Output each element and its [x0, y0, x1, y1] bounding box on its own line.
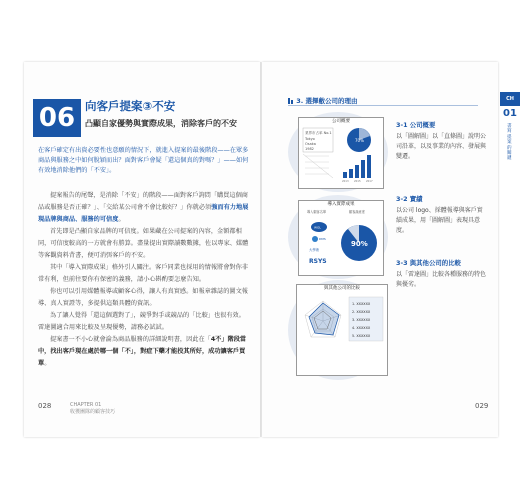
- bar: [343, 172, 347, 178]
- comparison-card: [296, 284, 388, 376]
- book-spread: [0, 62, 520, 442]
- body-text: [38, 190, 250, 370]
- company-chart: [299, 124, 383, 184]
- svg-text:顧客滿意度: 顧客滿意度: [349, 210, 365, 214]
- item-3-3: 3-3 與其他公司的比較 以「雷達圖」比較各種服務的特色與優劣。: [396, 259, 487, 288]
- bar: [349, 169, 353, 178]
- logo-dms: [312, 236, 318, 242]
- page-number-left: 028: [38, 402, 52, 410]
- bar: [367, 155, 371, 178]
- svg-text:4. XXXXXX: 4. XXXXXX: [352, 326, 371, 330]
- svg-text:70%: 70%: [355, 138, 364, 143]
- radar-series: [309, 303, 339, 335]
- page-number-right: 029: [475, 402, 489, 410]
- section-number: 06: [33, 99, 81, 137]
- svg-text:2017: 2017: [366, 180, 373, 183]
- left-page: [24, 62, 260, 437]
- item-3-2: 3-2 實績 以公司 logo、採體報導與客戶實績成果，用「圖解圖」表現具意度。: [396, 195, 483, 234]
- svg-text:WGL: WGL: [314, 225, 321, 230]
- body-paragraph: 其中「導入實際成果」格外引人關注。客戶同業也採用的情報將會對你非常有利，但前往要你有保密的義務，請小心斟酌要怎麼告知。: [38, 264, 248, 283]
- bar: [355, 165, 359, 178]
- svg-text:1. XXXXXX: 1. XXXXXX: [352, 302, 371, 306]
- chapter-tab-text: 書寫提案的關鍵: [507, 124, 512, 162]
- lead-paragraph: 在客戶確定有出資必要性也意願的情況下，就進入提案的最後階段——在眾多商品與服務之中如何脫穎而出？面對客戶會疑「還這個真的對嗎？」——如何有效地消除他們的「不安」。: [38, 147, 249, 174]
- bar: [361, 160, 365, 178]
- body-paragraph: 提案書一不小心就會淪為商品服務的詳細說明書，因此在「4不」階段當中，找出客戶現在處於哪一個「不」，對症下藥才能投其所好，成功讓客戶買單。: [38, 336, 247, 367]
- chapter-tab: CH: [500, 92, 520, 106]
- svg-text:2013: 2013: [342, 180, 349, 183]
- results-chart: [299, 207, 383, 271]
- svg-text:RSYS: RSYS: [309, 258, 327, 265]
- svg-text:3. XXXXXX: 3. XXXXXX: [352, 318, 371, 322]
- item-3-1: 3-1 公司概要 以「圖解圖」以「直條圖」說明公司沿革，以及事業的內容、發展與變遷。: [396, 121, 487, 160]
- body-paragraph: 首先即是凸顯自家品牌的可信度。如果藏在公司提案的內容，金額都相同，可信度較高的一方就會有勝算。盡量提出實際讀數數據，佐以專家、媒體等客觀資料背書，便可消弭客戶的不安。: [38, 228, 249, 259]
- company-profile-card: [298, 117, 384, 189]
- right-page: [262, 62, 498, 437]
- results-card: [298, 200, 384, 276]
- svg-text:Osaka: Osaka: [305, 142, 316, 146]
- chapter-tab-number: 01: [503, 108, 517, 119]
- card3-title: 與其他公司的比較: [324, 286, 360, 291]
- svg-text:DMS: DMS: [319, 237, 326, 241]
- body-paragraph: 提案報告的尾聲，是消除「不安」的階段——面對客戶詢問「購買這個商品或服務是否正確？」、「交給某公司會不會比較好？」你就必須強而有力地展現品牌與商品、服務的可信度。: [38, 192, 249, 223]
- body-paragraph: 你也可以引用媒體報導或顧客心得，讓人有真實感。如報章雜誌的圖文報導、真人實證等，多提供這類具體的資訊。: [38, 288, 248, 307]
- svg-text:90%: 90%: [351, 240, 368, 248]
- svg-text:Tokyo: Tokyo: [305, 137, 315, 141]
- bar-chart-icon: [288, 98, 290, 104]
- svg-text:1982: 1982: [305, 147, 314, 151]
- card1-title: 公司概要: [332, 119, 350, 124]
- card2-title: 導入實際成果: [327, 202, 355, 207]
- svg-text:導入顧客名單: 導入顧客名單: [307, 210, 327, 214]
- body-paragraph: 為了讓人覺得「還這個選對了」，競爭對手或競品的「比較」也很有效。雷達圖適合用來比較及呈現優勢，請務必試試。: [38, 312, 245, 331]
- svg-text:大學術: 大學術: [309, 248, 320, 252]
- svg-text:業界市占率 No.1: 業界市占率 No.1: [305, 131, 332, 135]
- heading-divider: [288, 105, 478, 106]
- right-heading: 3. 選擇敝公司的理由: [288, 96, 358, 105]
- svg-text:5. XXXXXX: 5. XXXXXX: [352, 334, 371, 338]
- svg-text:2. XXXXXX: 2. XXXXXX: [352, 310, 371, 314]
- section-subtitle: 凸顯自家優勢與實際成果，消除客戶的不安: [85, 119, 237, 128]
- chapter-label: CHAPTER 01 收獲團隊的顧客技巧: [70, 402, 116, 415]
- section-title: 向客戶提案③不安: [85, 99, 176, 113]
- svg-text:2015: 2015: [354, 180, 361, 183]
- radar-chart: [297, 291, 387, 373]
